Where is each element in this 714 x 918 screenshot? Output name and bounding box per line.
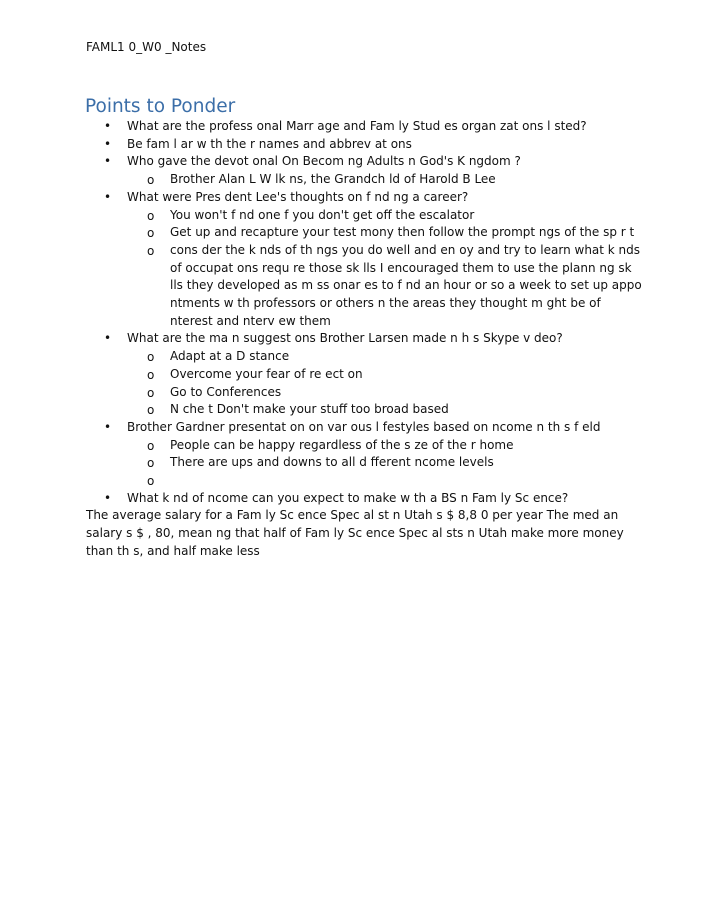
list-item [86, 153, 646, 188]
list-item-text: Brother Gardner presentat on on var ous l festyles based on ncome n th s f eld [127, 419, 601, 434]
sub-list-item-text: N che t Don't make your stuff too broad based [170, 402, 449, 417]
sub-list-item [127, 171, 646, 189]
list-item-text: Be fam l ar w th the r names and abbrev at ons [127, 136, 412, 151]
sub-list-item-text: People can be happy regardless of the s ze of the r home [170, 437, 514, 452]
circle-bullet-icon: o [147, 403, 155, 418]
circle-bullet-icon: o [147, 243, 155, 258]
sub-list-item-text: There are ups and downs to all d fferent ncome levels [170, 455, 494, 470]
circle-bullet-icon: o [147, 350, 155, 365]
sub-list-item [127, 242, 646, 331]
sub-list-item [127, 437, 646, 455]
sub-list-item [127, 207, 646, 225]
circle-bullet-icon: o [147, 208, 155, 223]
sub-list-item-text: Adapt at a D stance [170, 349, 290, 364]
list-item-text: What are the profess onal Marr age and Fam ly Stud es organ zat ons l sted? [127, 119, 587, 133]
list-item [86, 330, 646, 419]
list-item [86, 419, 646, 490]
list-item-text: What were Pres dent Lee's thoughts on f nd ng a career? [127, 189, 469, 204]
circle-bullet-icon: o [147, 367, 155, 382]
list-item [86, 490, 646, 508]
sub-list [86, 171, 646, 189]
circle-bullet-icon: o [147, 474, 155, 489]
circle-bullet-icon: o [147, 385, 155, 400]
bullet-icon: • [104, 189, 112, 204]
sub-list-item-text: cons der the k nds of th ngs you do well and en oy and try to learn what k nds of occupat ons requ re those sk lls I encouraged them to use the plann ng sk lls they developed as m ss onar es to f nd an hour or so a week to set up appo ntments w th professors or others n the areas they thought m ght be of nterest and nterv ew them [170, 242, 642, 328]
list-item-text: Who gave the devot onal On Becom ng Adults n God's K ngdom ? [127, 154, 521, 169]
sub-list-item [127, 224, 646, 242]
list-item [86, 136, 646, 154]
bullet-icon: • [104, 331, 112, 346]
page-title: Points to Ponder [85, 96, 236, 117]
page-header: FAML1 0_W0 _Notes [86, 40, 207, 54]
sub-list-item [127, 348, 646, 366]
bullet-icon: • [104, 119, 112, 133]
sub-list-item-text: You won't f nd one f you don't get off the escalator [170, 207, 475, 222]
bullet-list [86, 118, 646, 507]
sub-list [86, 348, 646, 419]
sub-list-item [127, 384, 646, 402]
circle-bullet-icon: o [147, 438, 155, 453]
sub-list-item [127, 454, 646, 472]
sub-list-item [127, 366, 646, 384]
sub-list-item-text: Get up and recapture your test mony then follow the prompt ngs of the sp r t [170, 225, 635, 240]
list-item-text: What are the ma n suggest ons Brother Larsen made n h s Skype v deo? [127, 331, 563, 346]
bullet-icon: • [104, 154, 112, 169]
circle-bullet-icon: o [147, 173, 155, 188]
sub-list [86, 437, 646, 490]
list-item [86, 189, 646, 331]
sub-list [86, 207, 646, 331]
sub-list-item-text: Go to Conferences [170, 384, 282, 399]
notes-body [86, 118, 646, 561]
closing-paragraph: The average salary for a Fam ly Sc ence Spec al st n Utah s $ 8,8 0 per year The med an salary s $ , 80, mean ng that half of Fam ly Sc ence Spec al sts n Utah make more money than th s, and half make less [86, 508, 624, 558]
sub-list-item [127, 401, 646, 419]
circle-bullet-icon: o [147, 456, 155, 471]
sub-list-item-text: Overcome your fear of re ect on [170, 366, 363, 381]
list-item [86, 118, 646, 136]
list-item-text: What k nd of ncome can you expect to make w th a BS n Fam ly Sc ence? [127, 490, 569, 505]
bullet-icon: • [104, 490, 112, 505]
bullet-icon: • [104, 419, 112, 434]
sub-list-item-text: Brother Alan L W lk ns, the Grandch ld of Harold B Lee [170, 172, 496, 187]
circle-bullet-icon: o [147, 226, 155, 241]
bullet-icon: • [104, 136, 112, 151]
sub-list-item [127, 472, 646, 490]
